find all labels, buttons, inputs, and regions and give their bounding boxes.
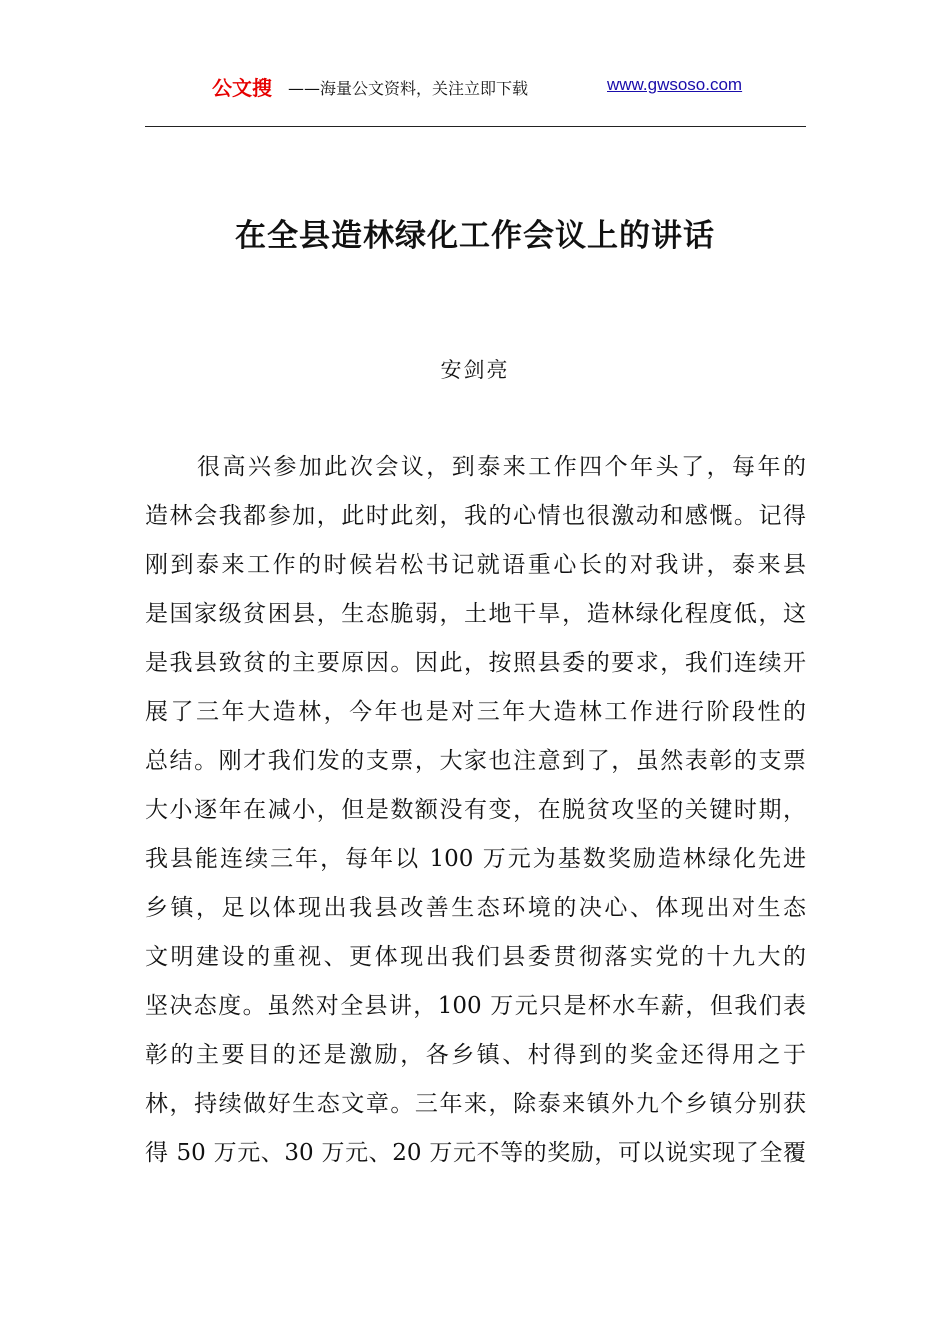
body-line: 文明建设的重视、更体现出我们县委贯彻落实党的十九大的 [145, 944, 806, 970]
body-line: 是我县致贫的主要原因。因此，按照县委的要求，我们连续开 [145, 650, 806, 676]
body-line: 彰的主要目的还是激励，各乡镇、村得到的奖金还得用之于 [145, 1042, 806, 1068]
body-line: 造林会我都参加，此时此刻，我的心情也很激动和感慨。记得 [145, 503, 806, 529]
header-slogan: ——海量公文资料，关注立即下载 [288, 79, 529, 98]
body-line: 乡镇，足以体现出我县改善生态环境的决心、体现出对生态 [145, 895, 806, 921]
body-line: 很高兴参加此次会议，到泰来工作四个年头了，每年的 [197, 454, 806, 480]
body-line: 展了三年大造林，今年也是对三年大造林工作进行阶段性的 [145, 699, 806, 725]
body-line: 林，持续做好生态文章。三年来，除泰来镇外九个乡镇分别获 [145, 1091, 806, 1117]
body-line: 刚到泰来工作的时候岩松书记就语重心长的对我讲，泰来县 [145, 552, 806, 578]
body-line: 我县能连续三年，每年以 100 万元为基数奖励造林绿化先进 [145, 846, 806, 872]
document-author: 安剑亮 [440, 358, 510, 382]
body-line: 是国家级贫困县，生态脆弱，土地干旱，造林绿化程度低，这 [145, 601, 806, 627]
brand-logo-text[interactable]: 公文搜 [212, 76, 272, 100]
page-header [0, 72, 950, 102]
body-line: 大小逐年在减小，但是数额没有变，在脱贫攻坚的关键时期， [145, 797, 806, 823]
website-link[interactable]: www.gwsoso.com [607, 75, 743, 94]
header-divider [145, 126, 806, 127]
body-line: 总结。刚才我们发的支票，大家也注意到了，虽然表彰的支票 [145, 748, 806, 774]
document-title: 在全县造林绿化工作会议上的讲话 [235, 218, 715, 254]
document-body [145, 448, 806, 1183]
body-line: 坚决态度。虽然对全县讲，100 万元只是杯水车薪，但我们表 [145, 993, 806, 1019]
body-line: 得 50 万元、30 万元、20 万元不等的奖励，可以说实现了全覆 [145, 1140, 806, 1166]
